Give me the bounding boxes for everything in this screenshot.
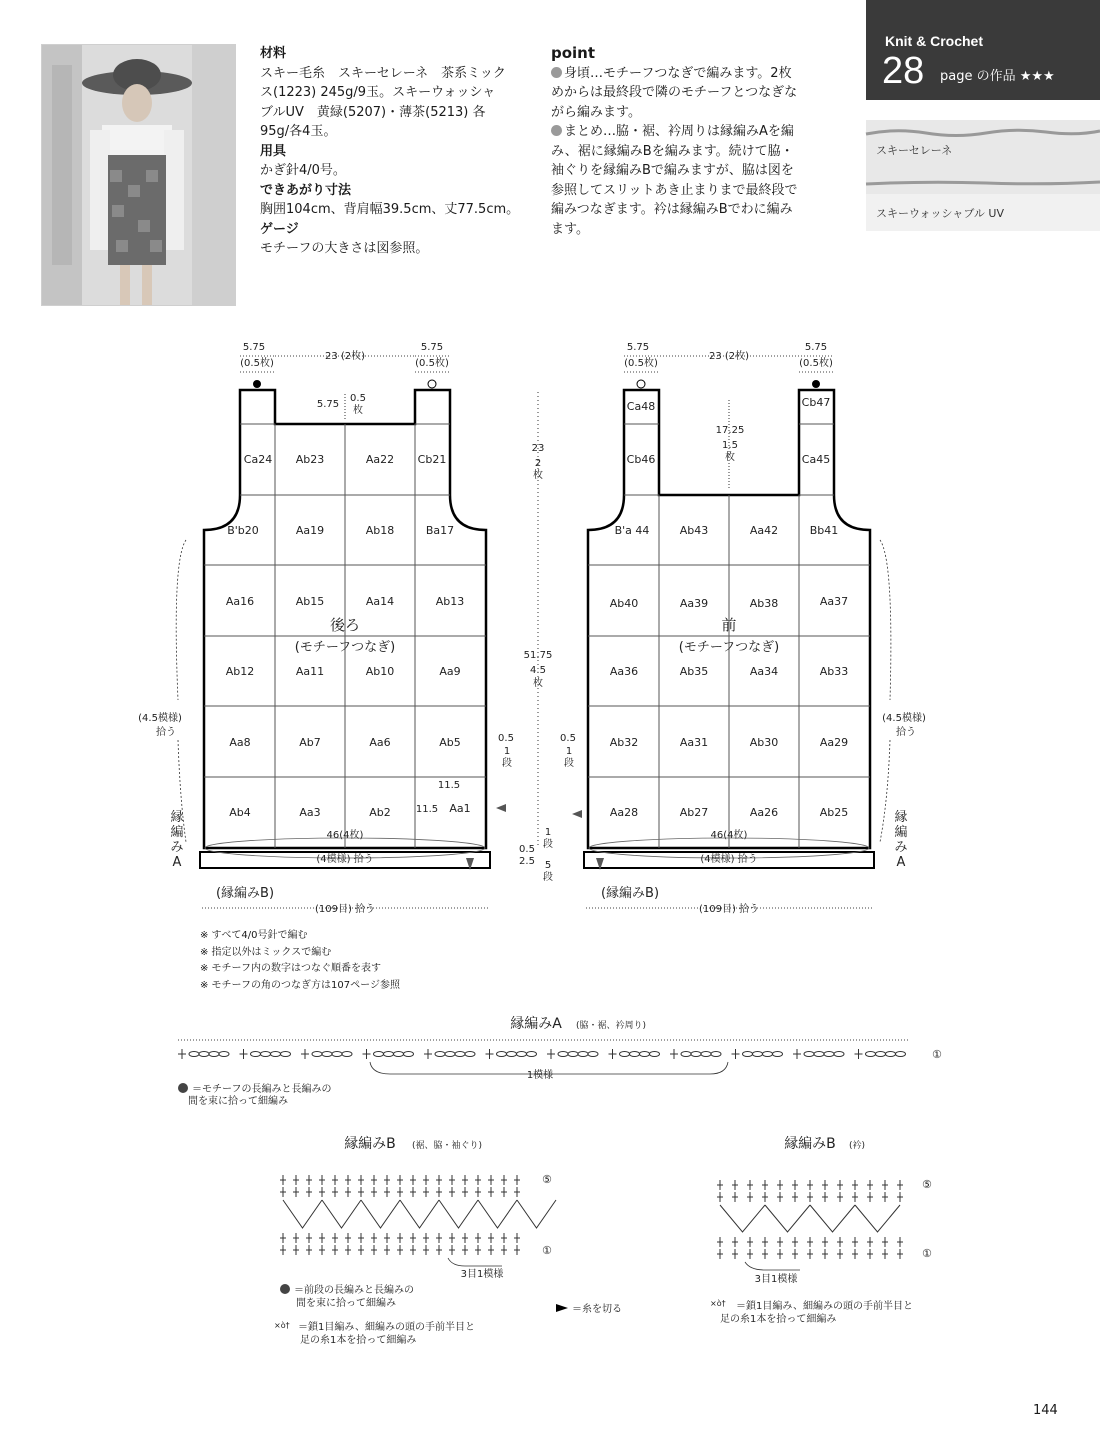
legend-text: 足の糸1本を拾って細編み <box>720 1314 837 1325</box>
dimension-label: 5.75 <box>420 342 444 353</box>
size-heading: できあがり寸法 <box>260 182 352 198</box>
motif-cell: Ab10 <box>365 665 395 678</box>
chain-stitch-icon <box>394 1052 404 1057</box>
chain-stitch-icon <box>251 1052 261 1057</box>
back-title: 後ろ <box>329 616 361 634</box>
chain-stitch-icon <box>342 1052 352 1057</box>
chain-stitch-icon <box>691 1052 701 1057</box>
edge-a-label: み <box>894 840 908 855</box>
chain-stitch-icon <box>322 1052 332 1057</box>
chain-stitch-icon <box>261 1052 271 1057</box>
edge-a-label: A <box>896 855 906 870</box>
legend-text: ＝モチーフの長編みと長編みの <box>192 1084 332 1095</box>
dimension-label: 51.75 <box>523 650 553 661</box>
chain-stitch-icon <box>517 1052 527 1057</box>
motif-cell: Ab18 <box>365 524 395 537</box>
edge-a-subtitle: (脇・裾、衿周り) <box>575 1021 647 1031</box>
dimension-label: 46(4枚) <box>326 830 364 841</box>
edge-a-label: み <box>170 840 184 855</box>
hem-pick-label: (4模様) 拾う <box>700 854 758 865</box>
motif-cell: Ab7 <box>299 736 321 749</box>
arrow-icon <box>572 810 582 818</box>
chain-stitch-icon <box>189 1052 199 1057</box>
dimension-label: 枚 <box>725 452 735 463</box>
dimension-label: 17.25 <box>715 425 745 436</box>
fan-stitch-icon <box>361 1200 400 1228</box>
dimension-label: (0.5枚) <box>240 358 274 369</box>
chain-stitch-icon <box>896 1052 906 1057</box>
edge-b-stitch-grid <box>717 1180 903 1259</box>
yarn-label: スキーセレーネ <box>876 144 953 157</box>
point-line: まとめ…脇・裾、衿周りは縁編みAを編 <box>564 124 794 139</box>
motif-cell: Cb47 <box>801 396 831 409</box>
chain-stitch-icon <box>711 1052 721 1057</box>
motif-cell: Ab2 <box>369 806 391 819</box>
chain-stitch-icon <box>814 1052 824 1057</box>
edge-a-chart <box>0 1005 1100 1120</box>
series-title: Knit & Crochet <box>885 33 983 49</box>
motif-cell: Aa31 <box>679 736 709 749</box>
bullet-icon <box>551 67 562 78</box>
repeat-label: 3目1模様 <box>460 1269 504 1280</box>
motif-cell: Ab35 <box>679 665 709 678</box>
stitch-symbol-icon: ×ò† <box>274 1321 290 1330</box>
chain-stitch-icon <box>465 1052 475 1057</box>
yarn-swatch-selene <box>866 120 1100 194</box>
dimension-label: 23 <box>531 443 545 454</box>
motif-cell: Aa1 <box>449 802 471 815</box>
chain-stitch-icon <box>497 1052 507 1057</box>
yarn-swatch-washable <box>866 194 1100 231</box>
yarn-label: スキーウォッシャブル UV <box>876 207 1004 220</box>
materials-line: ス(1223) 245g/9玉。スキーウォッシャ <box>260 85 496 100</box>
chain-stitch-icon <box>681 1052 691 1057</box>
motif-cell: Ab23 <box>295 453 325 466</box>
repeat-label: 3目1模様 <box>754 1274 798 1285</box>
edge-a-title: 縁編みA <box>510 1016 562 1032</box>
pattern-page-number: 28 <box>882 50 925 92</box>
edge-b-subtitle: (衿) <box>848 1141 866 1151</box>
chain-stitch-icon <box>620 1052 630 1057</box>
start-marker-icon <box>812 380 820 388</box>
motif-cell: Ab4 <box>229 806 251 819</box>
stitch-symbol-icon <box>178 1083 188 1093</box>
fan-stitch-icon <box>439 1200 478 1228</box>
chain-stitch-icon <box>435 1052 445 1057</box>
fan-stitch-icon <box>283 1200 322 1228</box>
legend-text: ＝鎖1目編み、細編みの頭の手前半目と <box>736 1301 913 1312</box>
chain-stitch-icon <box>578 1052 588 1057</box>
stitch-symbol-icon <box>280 1284 290 1294</box>
chain-stitch-icon <box>281 1052 291 1057</box>
chain-stitch-icon <box>763 1052 773 1057</box>
chain-stitch-icon <box>886 1052 896 1057</box>
bullet-icon <box>551 125 562 136</box>
note-item: ※ すべて4/0号針で編む <box>200 930 308 941</box>
motif-cell: Ab30 <box>749 736 779 749</box>
motif-cell: Aa22 <box>365 453 395 466</box>
materials-heading: 材料 <box>260 46 287 61</box>
chain-stitch-icon <box>773 1052 783 1057</box>
motif-cell: Aa9 <box>439 665 461 678</box>
fan-stitch-icon <box>720 1205 765 1232</box>
dimension-label: 段 <box>543 872 553 883</box>
motif-cell: Ba17 <box>425 524 455 537</box>
side-pick-label: (4.5模様) <box>882 713 926 724</box>
fan-stitch-icon <box>478 1200 517 1228</box>
chain-stitch-icon <box>866 1052 876 1057</box>
front-title: 前 <box>721 616 737 634</box>
start-marker-icon <box>428 380 436 388</box>
dimension-label: 枚 <box>353 405 363 416</box>
stitch-symbol-icon: ×ò† <box>710 1299 726 1308</box>
legend-text: 間を束に拾って細編み <box>296 1298 396 1309</box>
pick-count-label: (109目) 拾う <box>698 904 760 915</box>
materials-section <box>260 44 535 259</box>
dimension-label: 5.75 <box>242 342 266 353</box>
point-section <box>551 44 831 239</box>
point-line: 編みつなぎます。衿は縁編みBでわに編み <box>551 202 793 217</box>
chain-stitch-icon <box>824 1052 834 1057</box>
dimension-label: 23 (2枚) <box>708 351 750 362</box>
chain-stitch-icon <box>753 1052 763 1057</box>
motif-cell: Ab5 <box>439 736 461 749</box>
motif-cell: Aa37 <box>819 595 849 608</box>
yarn-strand-icon <box>866 120 1100 194</box>
row-number: ⑤ <box>922 1178 932 1191</box>
motif-cell: Aa16 <box>225 595 255 608</box>
chain-stitch-icon <box>650 1052 660 1057</box>
edge-b-title: 縁編みB <box>344 1136 396 1152</box>
chain-stitch-icon <box>527 1052 537 1057</box>
dimension-label: 段 <box>564 758 574 769</box>
edge-a-label: 縁 <box>894 810 908 825</box>
chain-stitch-icon <box>404 1052 414 1057</box>
dimension-label: 段 <box>502 758 512 769</box>
motif-cell: Aa8 <box>229 736 251 749</box>
motif-cell: Ab38 <box>749 597 779 610</box>
motif-cell: Ab15 <box>295 595 325 608</box>
point-line: み、裾に縁編みBを編みます。続けて脇・ <box>551 143 794 159</box>
dimension-label: (0.5枚) <box>415 358 449 369</box>
legend-text: ＝糸を切る <box>572 1304 622 1315</box>
edge-a-label: A <box>172 855 182 870</box>
dimension-label: 23 (2枚) <box>324 351 366 362</box>
legend-text: 足の糸1本を拾って細編み <box>300 1335 417 1346</box>
dimension-label: 5.75 <box>626 342 650 353</box>
motif-cell: B'a 44 <box>614 524 650 537</box>
dimension-label: 0.5 <box>560 733 576 744</box>
fan-stitch-icon <box>810 1205 855 1232</box>
garment-photo <box>41 44 236 306</box>
edge-b-subtitle: (裾、脇・袖ぐり) <box>411 1141 483 1151</box>
row-number: ① <box>932 1048 942 1061</box>
chain-stitch-icon <box>804 1052 814 1057</box>
dimension-label: 2.5 <box>519 856 535 867</box>
chain-stitch-icon <box>507 1052 517 1057</box>
materials-line: 95g/各4玉。 <box>260 124 337 139</box>
chain-stitch-icon <box>834 1052 844 1057</box>
point-heading: point <box>551 44 596 62</box>
edge-b-label: (縁編みB) <box>215 886 275 901</box>
chain-stitch-icon <box>588 1052 598 1057</box>
motif-cell: Bb41 <box>809 524 839 537</box>
edge-a-label: 縁 <box>170 810 184 825</box>
chain-stitch-icon <box>199 1052 209 1057</box>
dimension-label: 11.5 <box>415 804 439 815</box>
chain-stitch-icon <box>630 1052 640 1057</box>
motif-cell: Ab32 <box>609 736 639 749</box>
edge-a-label: 編 <box>894 825 908 840</box>
chain-stitch-icon <box>384 1052 394 1057</box>
chain-stitch-icon <box>219 1052 229 1057</box>
edge-a-stitch-row <box>178 1049 906 1059</box>
center-dimensions <box>498 392 576 883</box>
chain-stitch-icon <box>701 1052 711 1057</box>
point-line: ます。 <box>551 221 589 237</box>
note-item: ※ モチーフ内の数字はつなぐ順番を表す <box>200 963 382 974</box>
edge-b-charts <box>0 1130 1100 1346</box>
dimension-label: 0.5 <box>519 844 535 855</box>
back-panel <box>138 342 506 915</box>
gauge-heading: ゲージ <box>260 221 299 237</box>
edge-a-label: 編 <box>170 825 184 840</box>
dimension-label: 枚 <box>533 470 543 481</box>
row-number: ① <box>922 1247 932 1260</box>
dimension-label: 1.5 <box>722 440 738 451</box>
point-line: 参照してスリットあき止まりまで最終段で <box>551 182 798 198</box>
chain-stitch-icon <box>271 1052 281 1057</box>
dimension-label: 0.5 <box>350 393 366 404</box>
model-photo-illustration <box>42 45 235 305</box>
point-line: がら編みます。 <box>551 104 641 120</box>
point-line: めからは最終段で隣のモチーフとつなぎな <box>551 85 798 100</box>
dimension-label: 0.5 <box>498 733 514 744</box>
dimension-label: (0.5枚) <box>799 358 833 369</box>
dimension-label: 1 <box>544 827 552 838</box>
dimension-label: (0.5枚) <box>624 358 658 369</box>
row-number: ① <box>542 1244 552 1257</box>
pattern-header <box>866 0 1100 100</box>
materials-line: スキー毛糸 スキーセレーネ 茶系ミック <box>260 65 506 81</box>
side-pick-label: 拾う <box>896 727 916 738</box>
chain-stitch-icon <box>332 1052 342 1057</box>
dimension-label: 5.75 <box>804 342 828 353</box>
legend-text: 間を束に拾って細編み <box>188 1096 288 1107</box>
side-pick-label: (4.5模様) <box>138 713 182 724</box>
motif-cell: Ab27 <box>679 806 709 819</box>
motif-cell: Aa28 <box>609 806 639 819</box>
motif-cell: Aa14 <box>365 595 395 608</box>
dimension-label: 枚 <box>533 678 543 689</box>
gauge-text: モチーフの大きさは図参照。 <box>260 241 429 256</box>
motif-cell: Aa11 <box>295 665 325 678</box>
dimension-label: 1 <box>565 746 573 757</box>
dimension-label: 2 <box>534 458 542 469</box>
motif-cell: Aa42 <box>749 524 779 537</box>
chain-stitch-icon <box>558 1052 568 1057</box>
motif-cell: Aa3 <box>299 806 321 819</box>
fan-stitch-icon <box>400 1200 439 1228</box>
fan-stitch-icon <box>517 1200 556 1228</box>
motif-cell: Ab43 <box>679 524 709 537</box>
dimension-label: 4.5 <box>530 665 546 676</box>
motif-cell: Cb46 <box>626 453 656 466</box>
chain-stitch-icon <box>445 1052 455 1057</box>
schematic-diagram <box>0 300 1100 960</box>
materials-line: ブルUV 黄緑(5207)・薄茶(5213) 各 <box>260 104 486 120</box>
cut-yarn-icon <box>556 1304 568 1312</box>
motif-cell: Cb21 <box>417 453 447 466</box>
motif-cell: Ab25 <box>819 806 849 819</box>
chain-stitch-icon <box>312 1052 322 1057</box>
motif-cell: Ab13 <box>435 595 465 608</box>
arrow-icon <box>496 804 506 812</box>
dimension-label: 1 <box>503 746 511 757</box>
back-subtitle: (モチーフつなぎ) <box>294 640 396 655</box>
legend-text: ＝前段の長編みと長編みの <box>294 1285 414 1296</box>
pick-count-label: (109目) 拾う <box>314 904 376 915</box>
motif-cell: B'b20 <box>227 524 259 537</box>
dimension-label: 5.75 <box>316 399 340 410</box>
start-marker-icon <box>637 380 645 388</box>
motif-cell: Ca45 <box>801 453 831 466</box>
dimension-label: 11.5 <box>437 780 461 791</box>
row-number: ⑤ <box>542 1173 552 1186</box>
note-item: ※ 指定以外はミックスで編む <box>200 946 332 958</box>
tools-text: かぎ針4/0号。 <box>260 163 346 178</box>
chain-stitch-icon <box>568 1052 578 1057</box>
fan-stitch-icon <box>855 1205 900 1232</box>
motif-cell: Ca24 <box>243 453 273 466</box>
motif-cell: Aa36 <box>609 665 639 678</box>
chain-stitch-icon <box>209 1052 219 1057</box>
front-panel <box>572 342 926 915</box>
page-number: 144 <box>1033 1403 1058 1418</box>
point-line: 身頃…モチーフつなぎで編みます。2枚 <box>564 65 792 81</box>
chain-stitch-icon <box>876 1052 886 1057</box>
dimension-label: 5 <box>544 860 552 871</box>
tools-heading: 用具 <box>260 143 287 159</box>
chain-stitch-icon <box>743 1052 753 1057</box>
edge-b-stitch-grid <box>280 1175 556 1255</box>
motif-cell: Aa34 <box>749 665 779 678</box>
motif-cell: Aa19 <box>295 524 325 537</box>
hem-pick-label: (4模様) 拾う <box>316 854 374 865</box>
fan-stitch-icon <box>765 1205 810 1232</box>
motif-cell: Ca48 <box>626 400 656 413</box>
motif-cell: Ab12 <box>225 665 255 678</box>
size-text: 胸囲104cm、背肩幅39.5cm、丈77.5cm。 <box>260 202 520 217</box>
legend-text: ＝鎖1目編み、細編みの頭の手前半目と <box>298 1322 475 1333</box>
motif-cell: Aa29 <box>819 736 849 749</box>
motif-cell: Ab33 <box>819 665 849 678</box>
dimension-label: 46(4枚) <box>710 830 748 841</box>
chain-stitch-icon <box>455 1052 465 1057</box>
point-line: 袖ぐりを縁編みBで編みますが、脇は図を <box>551 163 794 178</box>
dimension-label: 段 <box>543 839 553 850</box>
edge-b-title: 縁編みB <box>784 1136 836 1152</box>
notes-list <box>200 928 400 994</box>
front-subtitle: (モチーフつなぎ) <box>678 640 780 655</box>
repeat-label: 1模様 <box>526 1070 554 1081</box>
motif-cell: Ab40 <box>609 597 639 610</box>
chain-stitch-icon <box>640 1052 650 1057</box>
page-label: page の作品 ★★★ <box>940 69 1055 84</box>
motif-cell: Aa6 <box>369 736 391 749</box>
edge-b-label: (縁編みB) <box>600 886 660 901</box>
start-marker-icon <box>253 380 261 388</box>
note-item: ※ モチーフの角のつなぎ方は107ページ参照 <box>200 979 400 991</box>
motif-cell: Aa39 <box>679 597 709 610</box>
side-pick-label: 拾う <box>156 727 176 738</box>
fan-stitch-icon <box>322 1200 361 1228</box>
motif-cell: Aa26 <box>749 806 779 819</box>
chain-stitch-icon <box>374 1052 384 1057</box>
